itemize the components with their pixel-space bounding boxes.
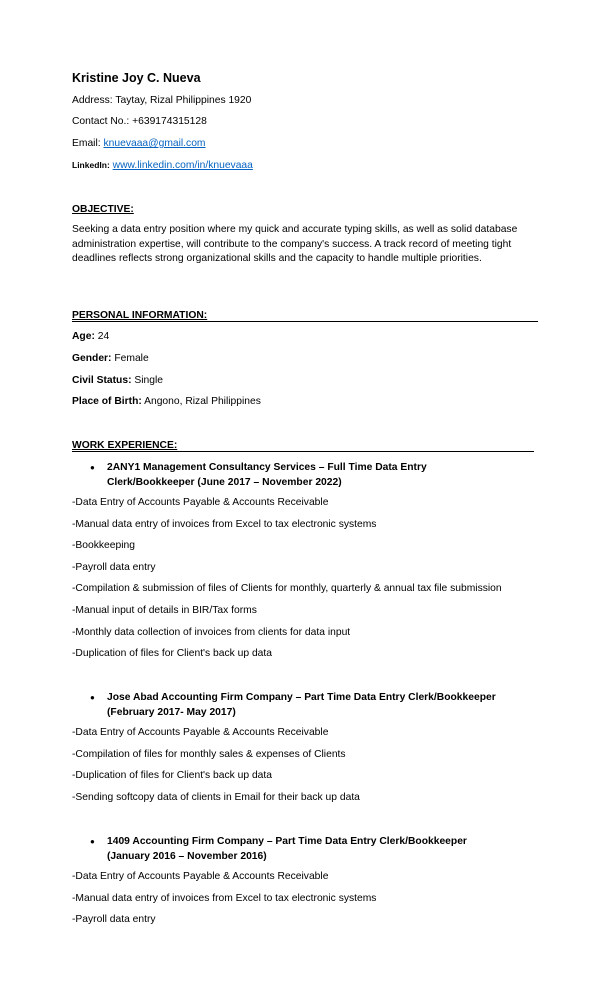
address-value: Taytay, Rizal Philippines 1920 bbox=[115, 95, 252, 106]
field-value: Single bbox=[134, 375, 164, 386]
job-duty: -Data Entry of Accounts Payable & Accounts Receivable bbox=[72, 871, 329, 882]
job-duty: -Payroll data entry bbox=[72, 914, 156, 926]
field-label: Place of Birth: bbox=[72, 396, 142, 407]
job-duty: -Manual data entry of invoices from Excel to tax electronic systems bbox=[72, 518, 377, 530]
job-title-line2: (January 2016 – November 2016) bbox=[107, 850, 267, 862]
job-duty: -Payroll data entry bbox=[72, 561, 156, 573]
job-duty: -Duplication of files for Client's back up data bbox=[72, 770, 272, 782]
personal-info-heading-text: PERSONAL INFORMATION: bbox=[72, 310, 208, 321]
job-duty: -Duplication of files for Client's back up data bbox=[72, 648, 272, 660]
personal-field bbox=[72, 396, 261, 407]
job-duty: -Manual data entry of invoices from Excel to tax electronic systems bbox=[72, 892, 377, 904]
job-title bbox=[92, 835, 512, 864]
email-link[interactable]: knuevaaa@gmail.com bbox=[103, 138, 206, 149]
linkedin-line bbox=[72, 160, 253, 171]
job-duty: -Bookkeeping bbox=[72, 540, 135, 552]
linkedin-label: LinkedIn: bbox=[72, 160, 110, 170]
address-label: Address: bbox=[72, 95, 113, 106]
objective-text: Seeking a data entry position where my quick and accurate typing skills, as well as solid database administration expertise, will contribute to the company's success. A track record of meeting tight deadlines reflects strong organizational skills and the capacity to handle multiple priorities. bbox=[72, 224, 518, 265]
job-title-line1: 2ANY1 Management Consultancy Services – Full Time Data Entry bbox=[107, 462, 427, 473]
field-label: Gender: bbox=[72, 353, 112, 364]
job-title-line2: (February 2017- May 2017) bbox=[107, 706, 236, 718]
email-line bbox=[72, 138, 206, 149]
job-title-line1: 1409 Accounting Firm Company – Part Time Data Entry Clerk/Bookkeeper bbox=[107, 836, 467, 847]
work-experience-heading-text: WORK EXPERIENCE: bbox=[72, 440, 178, 451]
contact-value: +639174315128 bbox=[132, 116, 207, 127]
bullet-icon: ● bbox=[90, 837, 95, 846]
field-value: 24 bbox=[97, 331, 110, 342]
email-label: Email: bbox=[72, 138, 101, 149]
bullet-icon: ● bbox=[90, 693, 95, 702]
work-experience-heading bbox=[72, 440, 534, 452]
bullet-icon: ● bbox=[90, 463, 95, 472]
job-duty: -Manual input of details in BIR/Tax forms bbox=[72, 605, 257, 616]
address-line bbox=[72, 95, 251, 106]
field-label: Civil Status: bbox=[72, 375, 132, 386]
field-label: Age: bbox=[72, 331, 95, 342]
contact-label: Contact No.: bbox=[72, 116, 130, 127]
job-duty: -Data Entry of Accounts Payable & Accounts Receivable bbox=[72, 727, 329, 738]
job-title-line2: Clerk/Bookkeeper (June 2017 – November 2022) bbox=[107, 476, 342, 488]
personal-field bbox=[72, 331, 109, 342]
job-title bbox=[92, 461, 512, 490]
personal-field bbox=[72, 375, 163, 386]
job-title-line1: Jose Abad Accounting Firm Company – Part Time Data Entry Clerk/Bookkeeper bbox=[107, 692, 496, 703]
field-value: Female bbox=[114, 353, 149, 364]
job-title bbox=[92, 691, 512, 720]
job-duty: -Data Entry of Accounts Payable & Accounts Receivable bbox=[72, 497, 329, 508]
linkedin-link[interactable]: www.linkedin.com/in/knuevaaa bbox=[112, 160, 253, 171]
field-value: Angono, Rizal Philippines bbox=[144, 396, 261, 407]
candidate-name: Kristine Joy C. Nueva bbox=[72, 71, 201, 85]
contact-line bbox=[72, 116, 207, 127]
objective-heading: OBJECTIVE: bbox=[72, 204, 134, 215]
job-duty: -Sending softcopy data of clients in Email for their back up data bbox=[72, 791, 360, 803]
job-duty: -Monthly data collection of invoices from clients for data input bbox=[72, 626, 351, 638]
job-duty: -Compilation & submission of files of Clients for monthly, quarterly & annual tax file submission bbox=[72, 583, 502, 595]
personal-field bbox=[72, 353, 149, 364]
personal-info-heading bbox=[72, 310, 538, 322]
job-duty: -Compilation of files for monthly sales & expenses of Clients bbox=[72, 748, 346, 760]
